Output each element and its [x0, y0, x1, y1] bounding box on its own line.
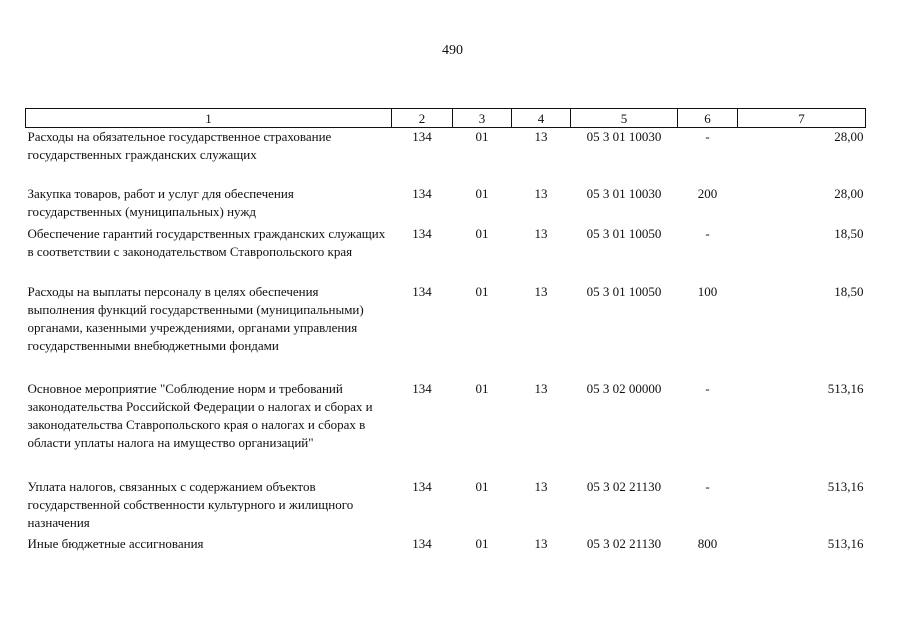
row-col5: 05 3 01 10050 — [586, 225, 662, 241]
row-col5: 05 3 02 21130 — [586, 535, 662, 551]
row-col4: 13 — [534, 283, 548, 299]
header-row — [26, 109, 866, 128]
row-col3: 01 — [475, 535, 489, 551]
row-col2: 134 — [412, 380, 432, 396]
row-name: Расходы на обязательное государственное страхование государственных гражданских служащих — [27, 129, 332, 162]
row-col4: 13 — [534, 535, 548, 551]
table-header — [26, 109, 866, 128]
budget-table — [25, 108, 866, 555]
row-col6: - — [705, 129, 710, 144]
row-col2: 134 — [412, 535, 432, 551]
row-col3: 01 — [475, 380, 489, 396]
row-col4: 13 — [534, 225, 548, 241]
row-col6: - — [705, 225, 710, 241]
row-col6: 100 — [697, 283, 718, 299]
table-row — [26, 535, 866, 555]
table-row — [26, 128, 866, 185]
row-col2: 134 — [412, 185, 432, 201]
row-col5: 05 3 02 21130 — [586, 478, 662, 494]
row-col2: 134 — [412, 478, 432, 494]
row-col6: - — [705, 380, 710, 396]
row-col7: 18,50 — [834, 225, 864, 241]
row-col3: 01 — [475, 225, 489, 241]
row-col6: 800 — [697, 535, 718, 551]
row-col7: 18,50 — [834, 283, 864, 299]
table-row — [26, 380, 866, 478]
table-row — [26, 478, 866, 535]
row-col4: 13 — [534, 129, 548, 144]
row-col5: 05 3 02 00000 — [586, 380, 662, 396]
row-col3: 01 — [475, 478, 489, 494]
row-name: Иные бюджетные ассигнования — [27, 535, 204, 551]
row-col4: 13 — [534, 380, 548, 396]
row-col2: 134 — [412, 129, 432, 144]
row-col2: 134 — [412, 225, 432, 241]
column-header: 3 — [453, 109, 512, 128]
row-col3: 01 — [475, 283, 489, 299]
table-row — [26, 185, 866, 225]
row-col5: 05 3 01 10030 — [586, 129, 662, 144]
row-col5: 05 3 01 10050 — [586, 283, 662, 299]
row-col3: 01 — [475, 129, 489, 144]
column-header: 7 — [738, 109, 866, 128]
column-header: 2 — [392, 109, 453, 128]
column-header: 4 — [512, 109, 571, 128]
column-header: 6 — [678, 109, 738, 128]
row-name: Обеспечение гарантий государственных гражданских служащих в соответствии с законодательством Ставропольского края — [27, 225, 386, 259]
table-row — [26, 225, 866, 283]
row-col7: 513,16 — [827, 380, 864, 396]
table-row — [26, 283, 866, 380]
row-col7: 513,16 — [827, 535, 864, 551]
column-header: 5 — [571, 109, 678, 128]
row-col6: - — [705, 478, 710, 494]
row-col7: 28,00 — [834, 185, 864, 201]
column-header: 1 — [26, 109, 392, 128]
row-col4: 13 — [534, 185, 548, 201]
row-name: Расходы на выплаты персоналу в целях обеспечения выполнения функций государственными (муниципальными) органами, казенными учреждениями, органами управления государственными внебюджетными фондами — [27, 283, 364, 353]
row-name: Уплата налогов, связанных с содержанием объектов государственной собственности культурного и жилищного назначения — [27, 478, 354, 530]
row-col7: 513,16 — [827, 478, 864, 494]
page-number: 490 — [442, 43, 463, 58]
row-name: Закупка товаров, работ и услуг для обеспечения государственных (муниципальных) нужд — [27, 185, 294, 219]
row-col7: 28,00 — [834, 129, 864, 144]
row-col2: 134 — [412, 283, 432, 299]
row-col5: 05 3 01 10030 — [586, 185, 662, 201]
row-col6: 200 — [697, 185, 718, 201]
row-col4: 13 — [534, 478, 548, 494]
row-col3: 01 — [475, 185, 489, 201]
row-name: Основное мероприятие "Соблюдение норм и требований законодательства Российской Федерации о налогах и сборах и законодательства Ставропольского края о налогах и сборах в области уплаты налога на имущество организаций" — [27, 380, 373, 450]
